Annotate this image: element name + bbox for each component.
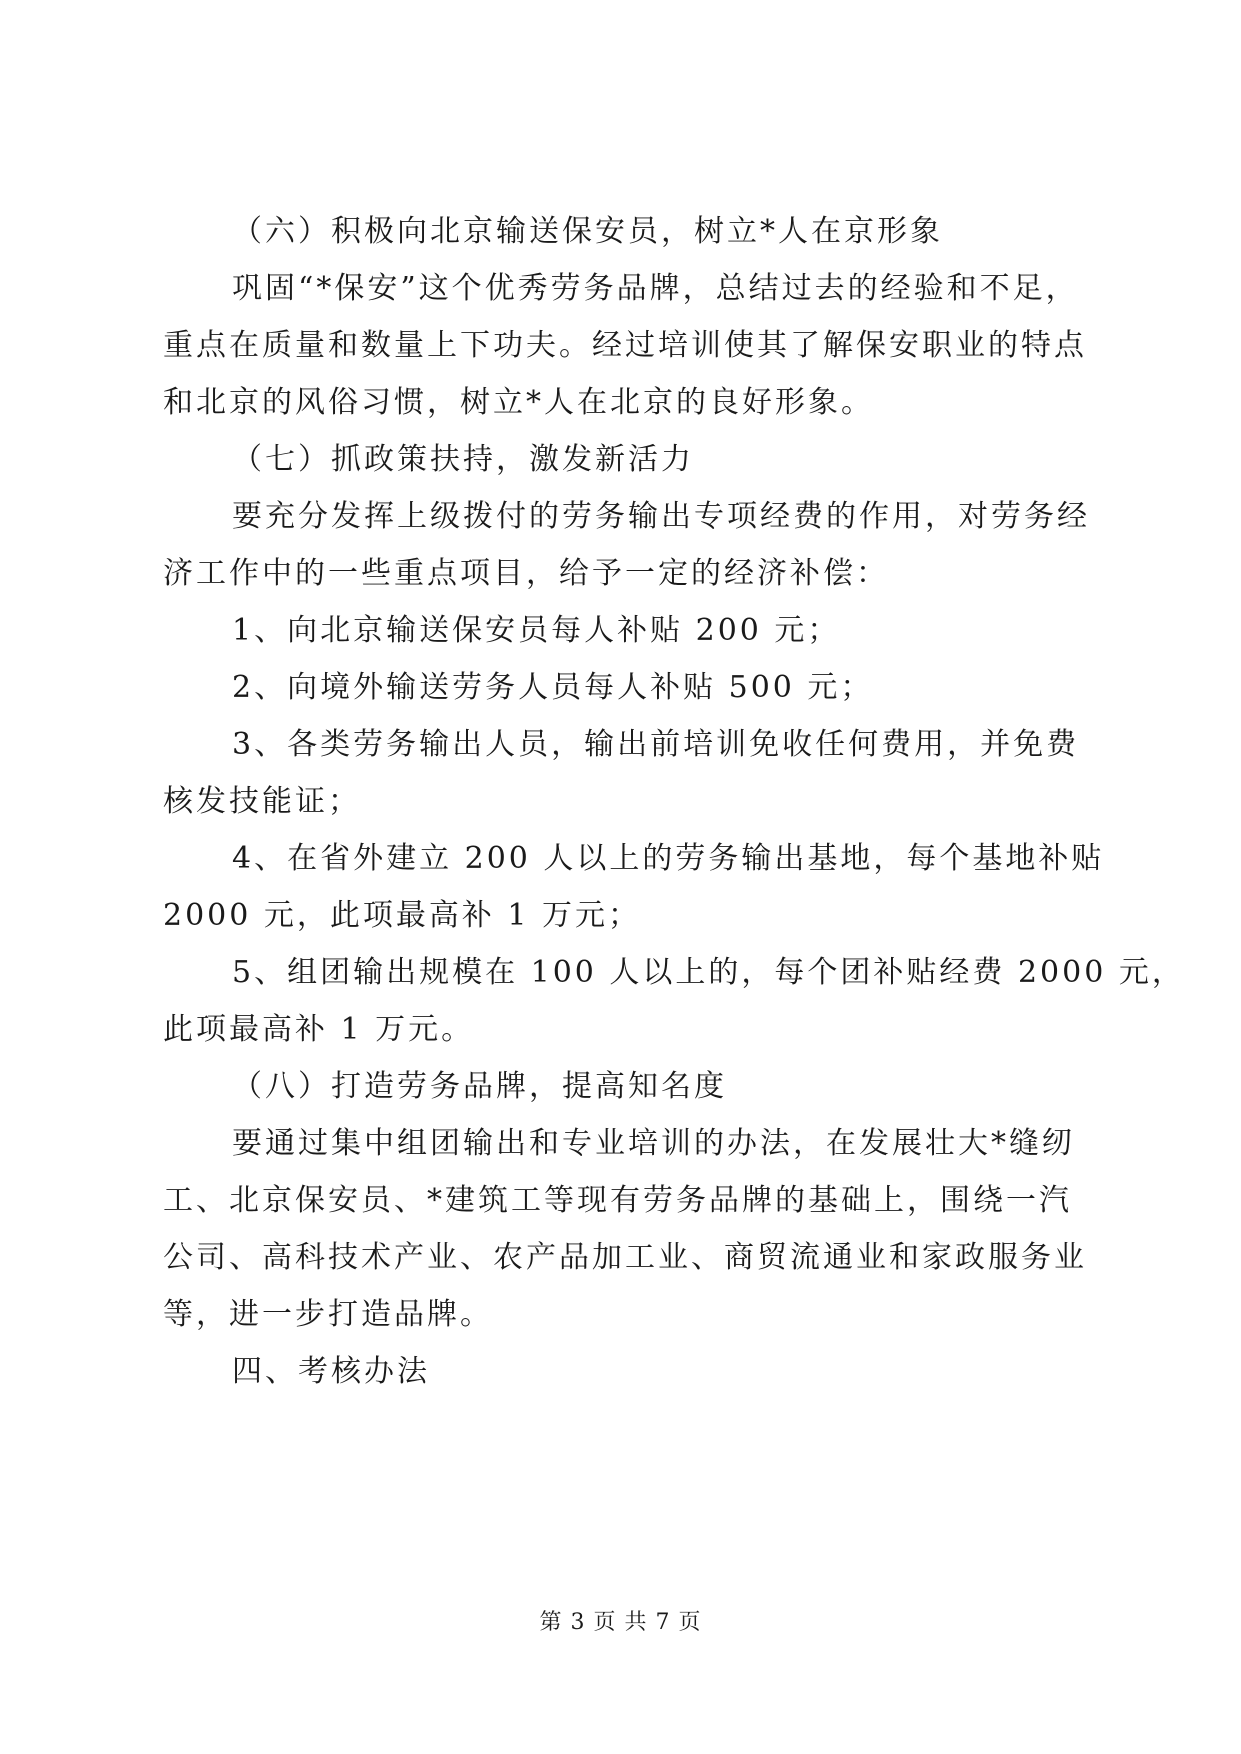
paragraph-line: 等，进一步打造品牌。 — [163, 1297, 493, 1332]
section-heading-7: （七）抓政策扶持，激发新活力 — [232, 442, 694, 477]
page-number-footer: 第 3 页 共 7 页 — [539, 1610, 702, 1635]
paragraph-line: 要充分发挥上级拨付的劳务输出专项经费的作用，对劳务经 — [232, 499, 1090, 534]
paragraph-line: 济工作中的一些重点项目，给予一定的经济补偿： — [163, 556, 889, 591]
list-item-5: 5、组团输出规模在 100 人以上的，每个团补贴经费 2000 元， — [232, 955, 1185, 990]
paragraph-line: 重点在质量和数量上下功夫。经过培训使其了解保安职业的特点 — [163, 328, 1087, 363]
section-heading-8: （八）打造劳务品牌，提高知名度 — [232, 1069, 727, 1104]
list-item-4: 4、在省外建立 200 人以上的劳务输出基地，每个基地补贴 — [232, 841, 1105, 876]
section-heading-6: （六）积极向北京输送保安员，树立*人在京形象 — [232, 214, 943, 249]
list-item-1: 1、向北京输送保安员每人补贴 200 元； — [232, 613, 841, 648]
paragraph-line: 公司、高科技术产业、农产品加工业、商贸流通业和家政服务业 — [163, 1240, 1087, 1275]
list-item-3: 3、各类劳务输出人员，输出前培训免收任何费用，并免费 — [232, 727, 1080, 762]
paragraph-line: 要通过集中组团输出和专业培训的办法，在发展壮大*缝纫 — [232, 1126, 1075, 1161]
paragraph-line: 巩固“*保安”这个优秀劳务品牌，总结过去的经验和不足， — [232, 271, 1079, 306]
list-item-4-cont: 2000 元，此项最高补 1 万元； — [163, 898, 642, 933]
list-item-5-cont: 此项最高补 1 万元。 — [163, 1012, 475, 1047]
list-item-2: 2、向境外输送劳务人员每人补贴 500 元； — [232, 670, 874, 705]
list-item-3-cont: 核发技能证； — [163, 784, 361, 819]
paragraph-line: 和北京的风俗习惯，树立*人在北京的良好形象。 — [163, 385, 874, 420]
section-heading-4: 四、考核办法 — [232, 1354, 430, 1389]
paragraph-line: 工、北京保安员、*建筑工等现有劳务品牌的基础上，围绕一汽 — [163, 1183, 1072, 1218]
